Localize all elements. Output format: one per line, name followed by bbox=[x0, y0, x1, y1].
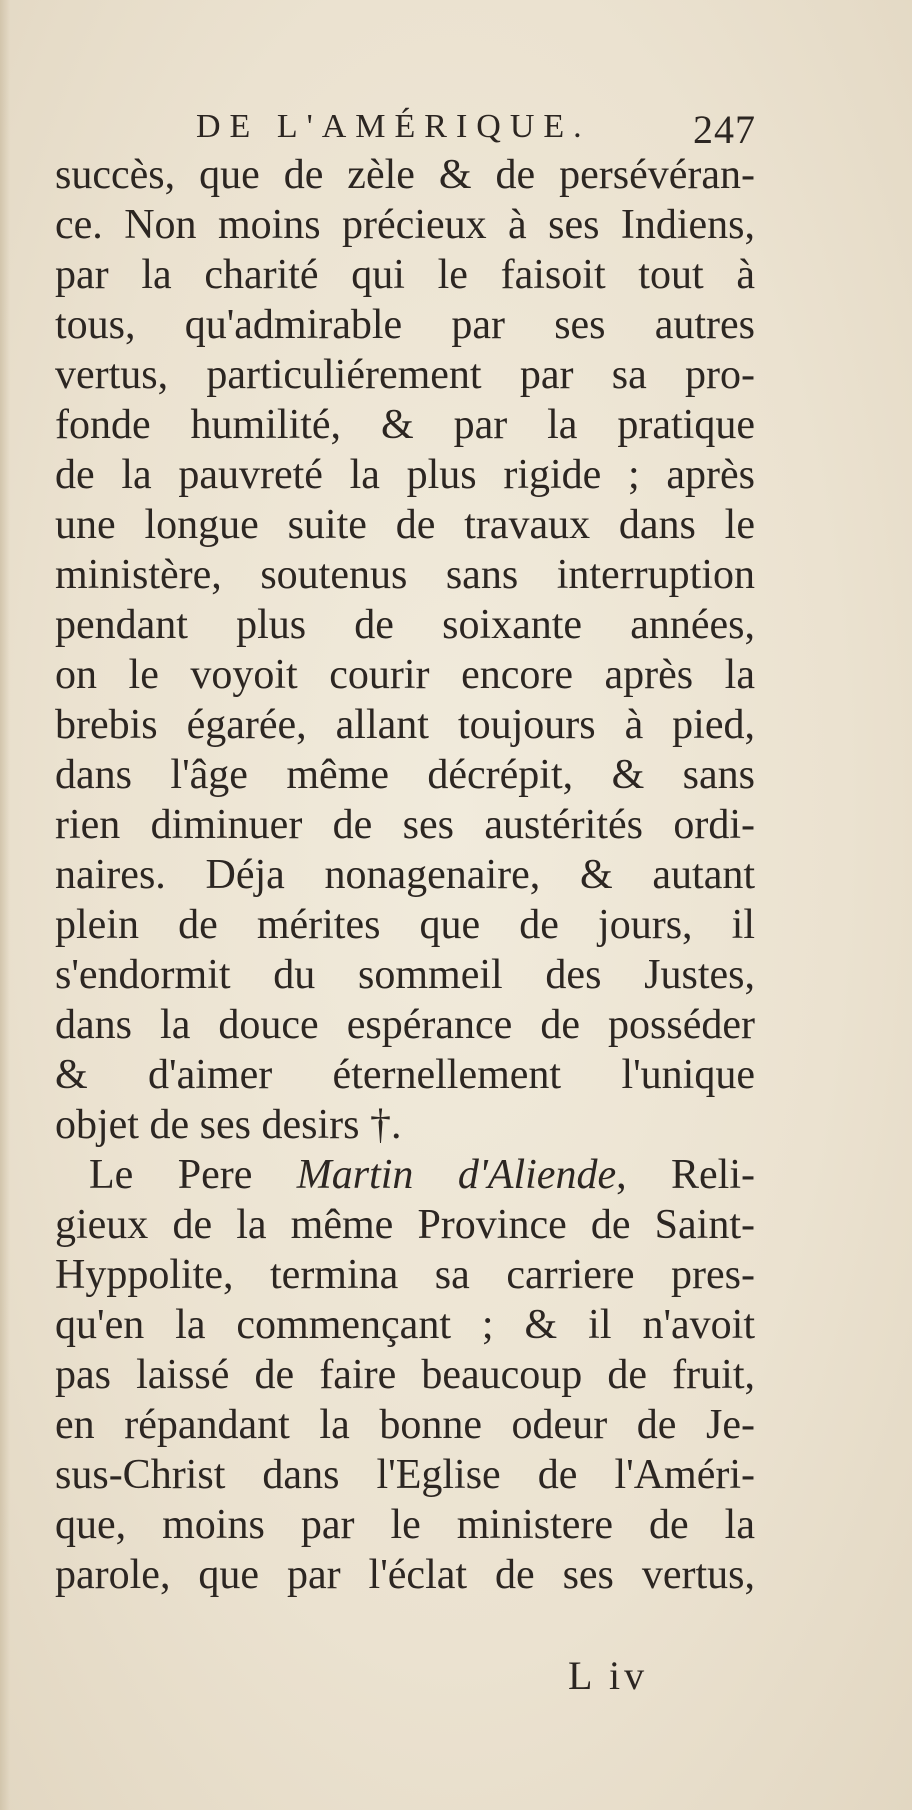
text-line: tous, qu'admirable par ses autres bbox=[55, 302, 755, 348]
text-line: Hyppolite, termina sa carriere pres- bbox=[55, 1252, 755, 1298]
paragraph-1 bbox=[55, 150, 755, 1150]
running-head: DE L'AMÉRIQUE. bbox=[196, 108, 591, 145]
text-line: qu'en la commençant ; & il n'avoit bbox=[55, 1302, 755, 1348]
text-line: en répandant la bonne odeur de Je- bbox=[55, 1402, 755, 1448]
text-fragment: , Reli- bbox=[616, 1152, 755, 1198]
text-line: naires. Déja nonagenaire, & autant bbox=[55, 852, 755, 898]
text-line: s'endormit du sommeil des Justes, bbox=[55, 952, 755, 998]
text-line: vertus, particuliérement par sa pro- bbox=[55, 352, 755, 398]
text-line: de la pauvreté la plus rigide ; après bbox=[55, 452, 755, 498]
text-fragment: Le Pere bbox=[89, 1152, 297, 1198]
text-line: & d'aimer éternellement l'unique bbox=[55, 1052, 755, 1098]
text-line: ministère, soutenus sans interruption bbox=[55, 552, 755, 598]
text-line: dans l'âge même décrépit, & sans bbox=[55, 752, 755, 798]
page-number: 247 bbox=[693, 107, 756, 152]
text-line bbox=[55, 1150, 755, 1200]
person-name: Martin d'Aliende bbox=[296, 1152, 617, 1198]
body-text bbox=[55, 150, 755, 1600]
text-line: une longue suite de travaux dans le bbox=[55, 502, 755, 548]
text-line: par la charité qui le faisoit tout à bbox=[55, 252, 755, 298]
text-line: pas laissé de faire beaucoup de fruit, bbox=[55, 1352, 755, 1398]
text-line: plein de mérites que de jours, il bbox=[55, 902, 755, 948]
text-line: pendant plus de soixante années, bbox=[55, 602, 755, 648]
text-line: on le voyoit courir encore après la bbox=[55, 652, 755, 698]
text-line: objet de ses desirs †. bbox=[55, 1102, 402, 1148]
text-line: succès, que de zèle & de persévéran- bbox=[55, 152, 755, 198]
text-line: sus-Christ dans l'Eglise de l'Améri- bbox=[55, 1452, 755, 1498]
text-line: ce. Non moins précieux à ses Indiens, bbox=[55, 202, 755, 248]
text-line: dans la douce espérance de posséder bbox=[55, 1002, 755, 1048]
text-line: brebis égarée, allant toujours à pied, bbox=[55, 702, 755, 748]
text-line: gieux de la même Province de Saint- bbox=[55, 1202, 755, 1248]
paragraph-2 bbox=[55, 1150, 755, 1600]
text-line: que, moins par le ministere de la bbox=[55, 1502, 755, 1548]
text-line: parole, que par l'éclat de ses vertus, bbox=[55, 1552, 755, 1598]
signature-mark: L iv bbox=[568, 1653, 649, 1698]
text-line: fonde humilité, & par la pratique bbox=[55, 402, 755, 448]
page-gutter-shadow bbox=[0, 0, 10, 1810]
text-line: rien diminuer de ses austérités ordi- bbox=[55, 802, 755, 848]
